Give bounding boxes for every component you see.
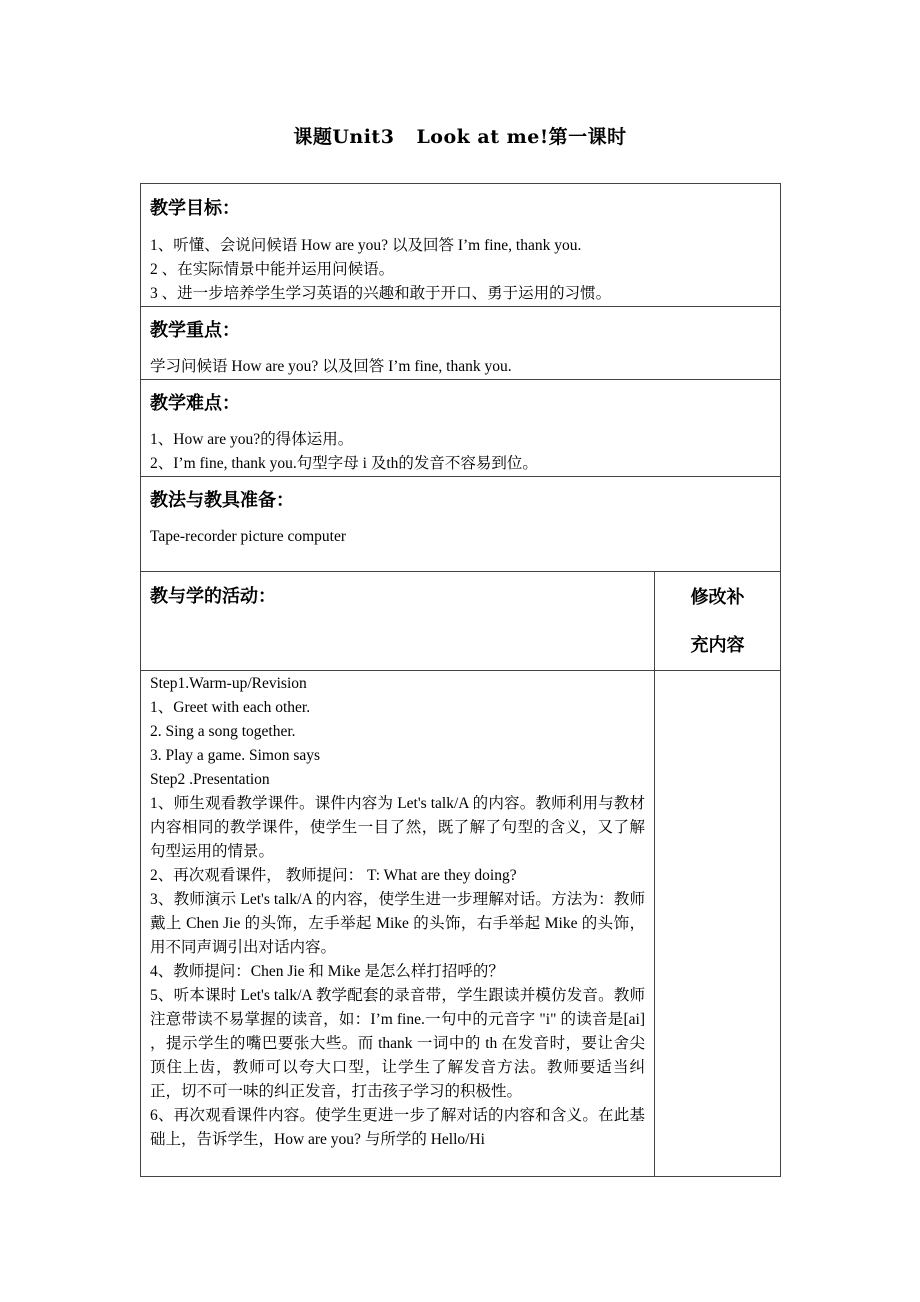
title-main: Look at me!第一课时 — [416, 126, 627, 148]
difficulties-row — [141, 380, 781, 477]
activity-line: 1、Greet with each other. — [150, 699, 311, 716]
activity-paragraph: 6、再次观看课件内容。使学生更进一步了解对话的内容和含义。在此基础上，告诉学生，How are you? 与所学的 Hello/Hi — [150, 1107, 645, 1148]
activity-paragraph: 4、教师提问：Chen Jie 和 Mike 是怎么样打招呼的？ — [150, 963, 504, 980]
objective-item: 2 、在实际情景中能并运用问候语。 — [150, 261, 395, 278]
revision-heading-line2: 充内容 — [690, 635, 745, 656]
activity-paragraph: 5、听本课时 Let's talk/A 教学配套的录音带，学生跟读并模仿发音。教师注意带读不易掌握的读音，如：I’m fine.一句中的元音字 "i" 的读音是[ai] ，提示学生的嘴巴要张大些。而 thank 一词中的 th 在发音时，要让舍尖顶住上齿，教师可以夸大口型，让学生了解发音方法。教师要适当纠正，切不可一味的纠正发音，打击孩子学习的积极性。 — [150, 987, 645, 1100]
activity-line: Step1.Warm-up/Revision — [150, 675, 307, 692]
revision-notes-cell — [655, 671, 781, 1177]
activities-heading: 教与学的活动： — [150, 586, 276, 607]
difficulties-heading: 教学难点： — [150, 393, 240, 414]
difficulty-item: 1、How are you?的得体运用。 — [150, 431, 354, 448]
activities-heading-cell — [141, 572, 655, 671]
objective-item: 1、听懂、会说问候语 How are you? 以及回答 I’m fine, thank you. — [150, 237, 582, 254]
activity-paragraph: 2、再次观看课件， 教师提问： T: What are they doing? — [150, 867, 517, 884]
activity-paragraph: 1、师生观看教学课件。课件内容为 Let's talk/A 的内容。教师利用与教材内容相同的教学课件，使学生一目了然，既了解了句型的含义，又了解句型运用的情景。 — [150, 795, 645, 860]
objectives-cell — [141, 184, 781, 307]
preparation-heading: 教法与教具准备： — [150, 490, 294, 511]
difficulty-item: 2、I’m fine, thank you.句型字母 i 及th的发音不容易到位。 — [150, 455, 538, 472]
activities-header-row — [141, 572, 781, 671]
key-points-row — [141, 307, 781, 380]
lesson-plan-table — [140, 183, 781, 1177]
activity-line: 2. Sing a song together. — [150, 723, 296, 740]
title-prefix: 课题Unit3 — [293, 126, 395, 148]
objective-item: 3 、进一步培养学生学习英语的兴趣和敢于开口、勇于运用的习惯。 — [150, 285, 612, 302]
revision-heading-line1: 修改补 — [690, 587, 745, 608]
objectives-row — [141, 184, 781, 307]
difficulties-cell — [141, 380, 781, 477]
activities-body-cell — [141, 671, 655, 1177]
page-title — [0, 122, 920, 149]
objectives-heading: 教学目标： — [150, 198, 240, 219]
activities-body-row — [141, 671, 781, 1177]
preparation-row — [141, 477, 781, 572]
key-point-item: 学习问候语 How are you? 以及回答 I’m fine, thank you. — [150, 358, 512, 375]
revision-heading-cell — [655, 572, 781, 671]
key-points-cell — [141, 307, 781, 380]
key-points-heading: 教学重点： — [150, 320, 240, 341]
revision-heading — [664, 572, 771, 670]
preparation-item: Tape-recorder picture computer — [150, 528, 346, 545]
activity-line: Step2 .Presentation — [150, 771, 270, 788]
preparation-cell — [141, 477, 781, 572]
activity-line: 3. Play a game. Simon says — [150, 747, 321, 764]
activity-paragraph: 3、教师演示 Let's talk/A 的内容，使学生进一步理解对话。方法为：教师戴上 Chen Jie 的头饰，左手举起 Mike 的头饰，右手举起 Mike 的头饰，用不同声调引出对话内容。 — [150, 891, 645, 956]
